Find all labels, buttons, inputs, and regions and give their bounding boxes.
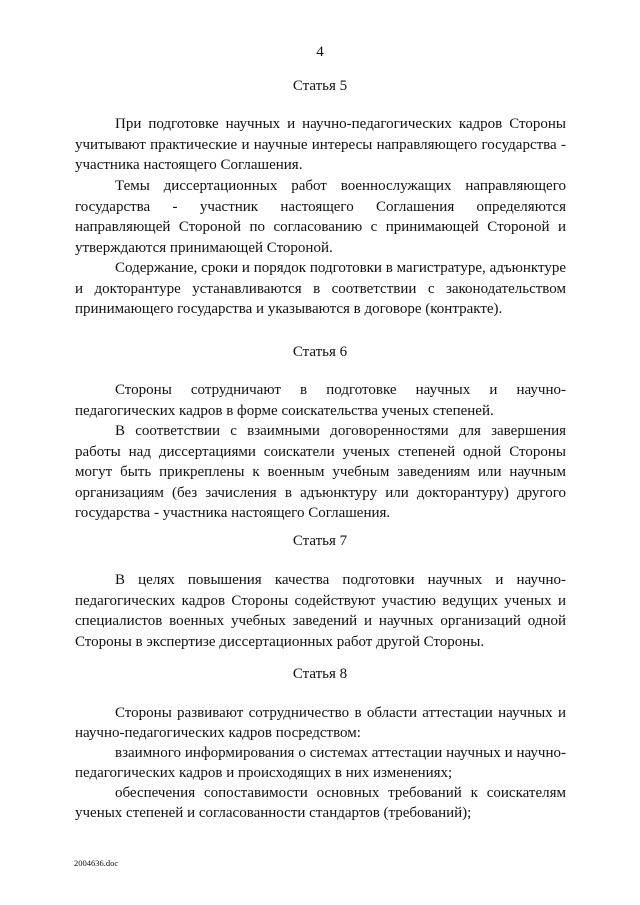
article-6-paragraph-1: Стороны сотрудничают в подготовке научных и научно-педагогических кадров в форме соискательства ученых степеней. bbox=[75, 382, 566, 419]
article-8-paragraph-3: обеспечения сопоставимости основных требований к соискателям ученых степеней и согласованности стандартов (требований); bbox=[75, 785, 566, 821]
article-5-paragraph-1: При подготовке научных и научно-педагогических кадров Стороны учитывают практические и научные интересы направляющего государства - участника настоящего Соглашения. bbox=[75, 116, 566, 173]
article-8-title: Статья 8 bbox=[292, 666, 348, 682]
article-5-paragraph-2: Темы диссертационных работ военнослужащих направляющего государства - участник настоящего Соглашения определяются направляющей Стороной по согласованию с принимающей Стороной и утверждаются принимающей Стороной. bbox=[75, 178, 566, 256]
article-5-title: Статья 5 bbox=[292, 78, 348, 94]
article-8-paragraph-1: Стороны развивают сотрудничество в области аттестации научных и научно-педагогических кадров посредством: bbox=[75, 705, 566, 741]
page-number: 4 bbox=[316, 44, 324, 60]
article-6-paragraph-2: В соответствии с взаимными договоренностями для завершения работы над диссертациями соискатели ученых степеней одной Стороны могут быть прикреплены к военным учебным заведениям или научным организациям (без зачисления в адъюнктуру или докторантуру) другого государства - участника настоящего Соглашения. bbox=[75, 423, 566, 521]
article-7-title: Статья 7 bbox=[292, 533, 348, 549]
footer-filename: 2004636.doc bbox=[74, 858, 119, 868]
article-6-title: Статья 6 bbox=[292, 344, 348, 360]
article-8-paragraph-2: взаимного информирования о системах аттестации научных и научно-педагогических кадров и происходящих в них изменениях; bbox=[75, 745, 566, 781]
article-7-paragraph-1: В целях повышения качества подготовки научных и научно-педагогических кадров Стороны содействуют участию ведущих ученых и специалистов военных учебных заведений и научных организаций одной Стороны в экспертизе диссертационных работ другой Стороны. bbox=[75, 572, 566, 650]
article-5-paragraph-3: Содержание, сроки и порядок подготовки в магистратуре, адъюнктуре и докторантуре устанавливаются в соответствии с законодательством принимающего государства и указываются в договоре (контракте). bbox=[75, 260, 566, 317]
